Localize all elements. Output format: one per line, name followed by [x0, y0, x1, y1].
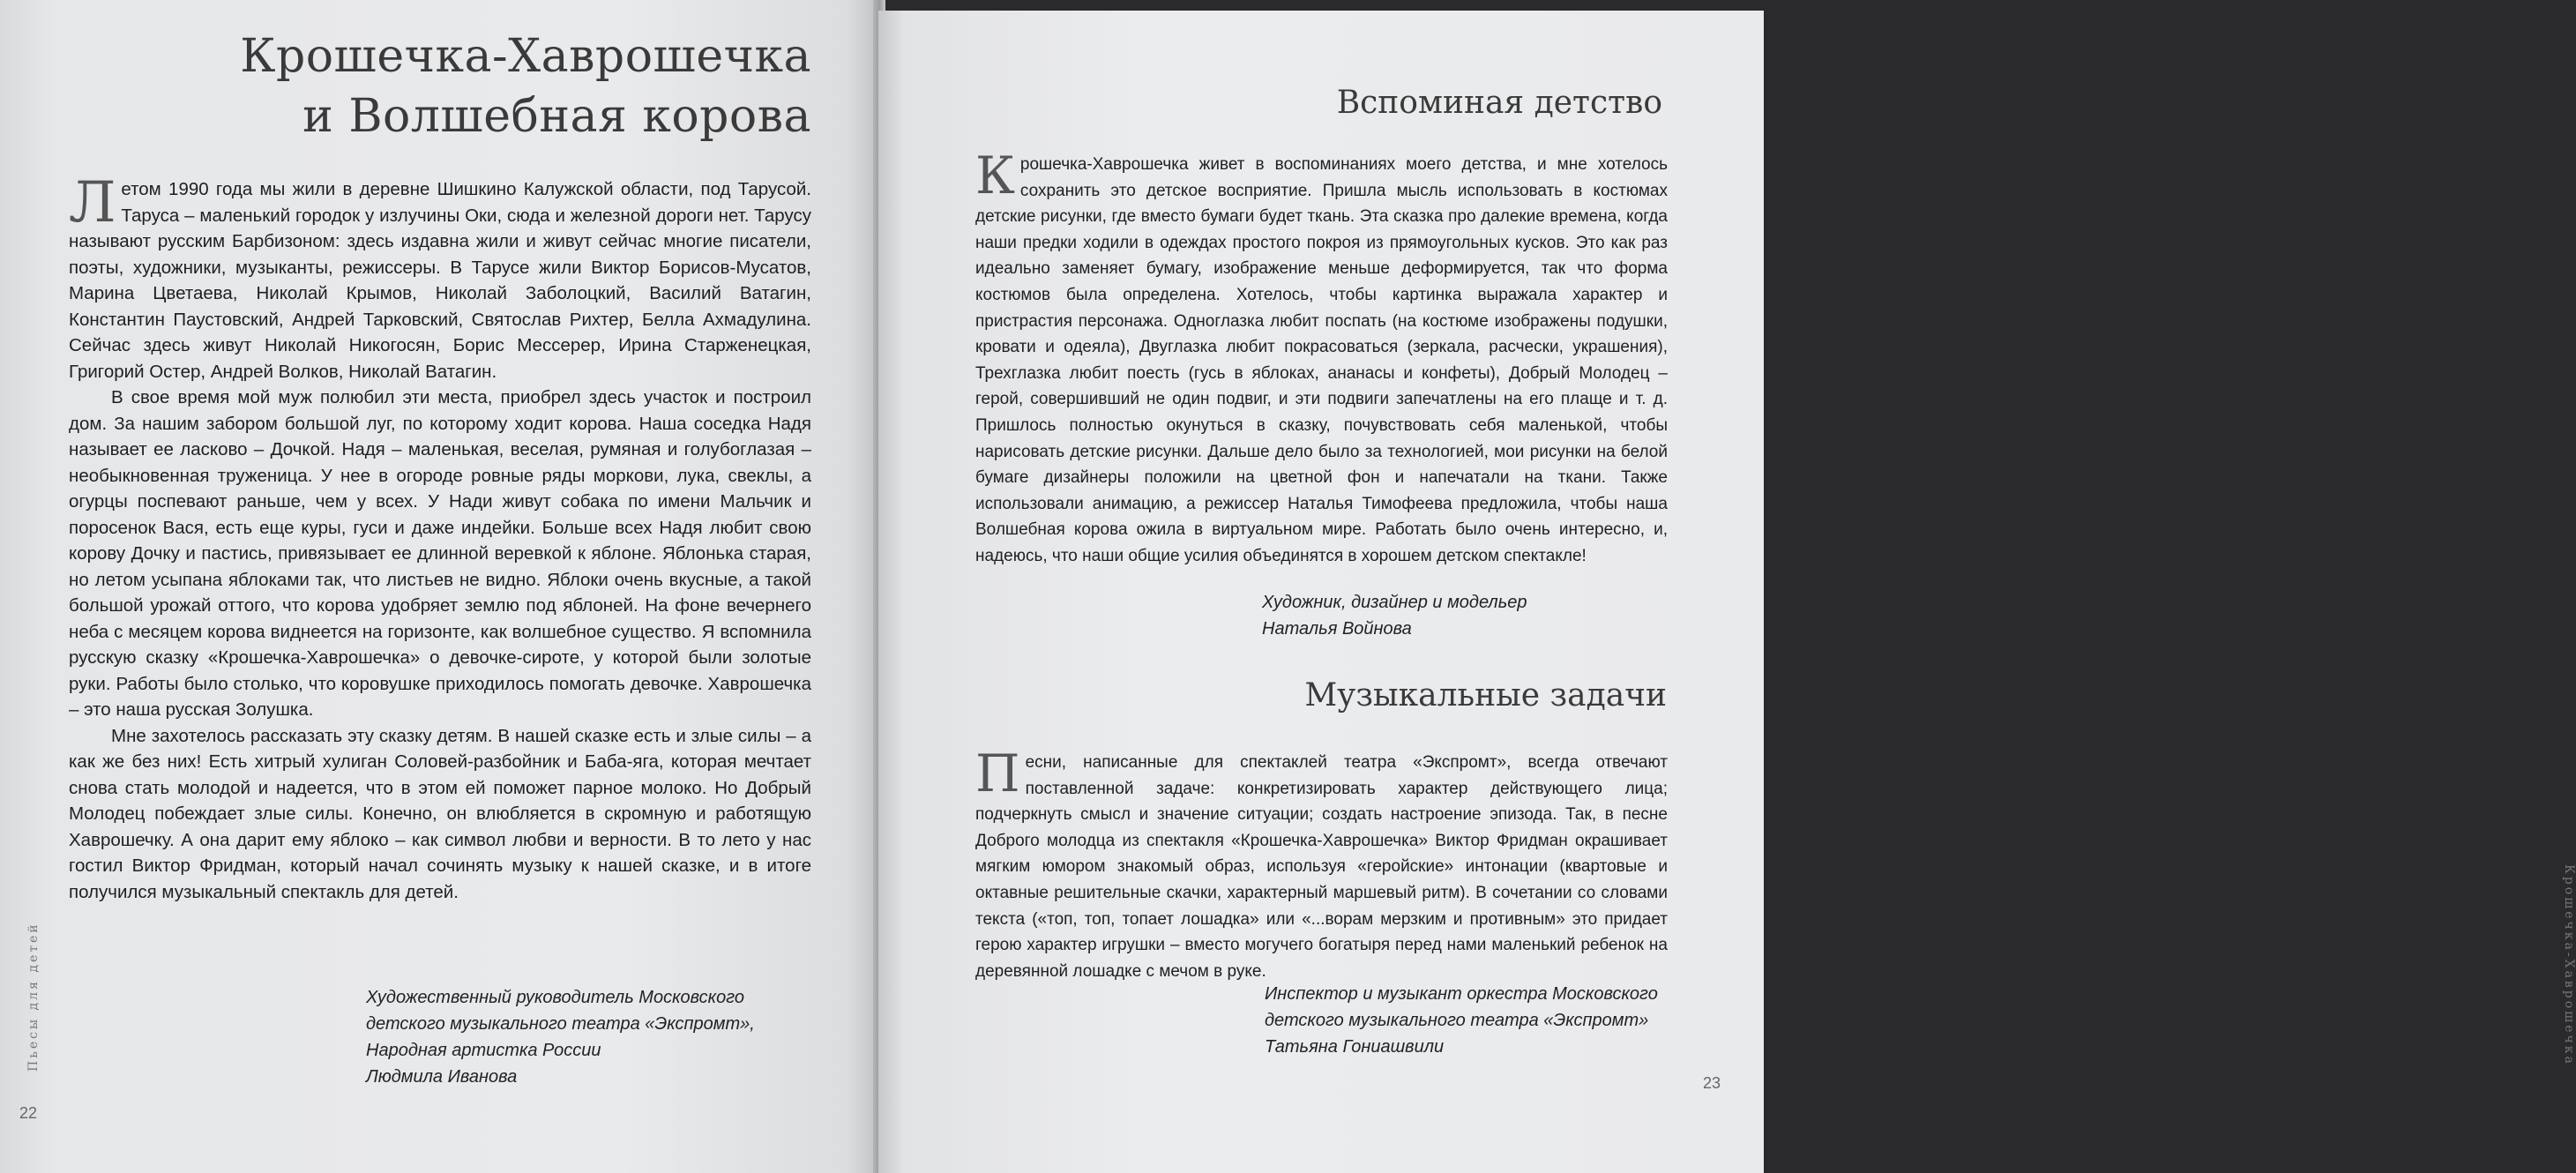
title-line-2: и Волшебная корова [302, 90, 811, 143]
signature-line: Художественный руководитель Московского [366, 988, 744, 1007]
section-title-music: Музыкальные задачи [1304, 677, 1667, 714]
section-text-music [975, 743, 1668, 984]
drop-cap: П [975, 743, 1020, 803]
left-paragraph-3: Мне захотелось рассказать эту сказку детям. В нашей сказке есть и злые силы – а как же без них! Есть хитрый хулиган Соловей-разбойник и Баба-яга, которая мечтает снова стать молодой и надеется, что в этом ей поможет парное молоко. Но Добрый Молодец побеждает злые силы. Конечно, он влюбляется в скромную и работящую Хаврошечку. А она дарит ему яблоко – как символ любви и верности. В то лето у нас гостил Виктор Фридман, который начал сочинять музыку к нашей сказке, и в итоге получился музыкальный спектакль для детей. [69, 725, 811, 902]
right-page [878, 11, 2576, 1173]
signature-name: Наталья Войнова [1262, 619, 1412, 639]
running-head-right: Крошечка-Хаврошечка [2562, 864, 2576, 1066]
signature-line: Народная артистка России [366, 1041, 601, 1060]
left-paragraph-1-text: етом 1990 года мы жили в деревне Шишкино Калужской области, под Тарусой. Таруса – маленький городок у излучины Оки, сюда и железной дороги нет. Тарусу называют русским Барбизоном: здесь издавна жили и живут сейчас многие писатели, поэты, художники, музыканты, режиссеры. В Тарусе жили Виктор Борисов-Мусатов, Марина Цветаева, Николай Крымов, Николай Заболоцкий, Василий Ватагин, Константин Паустовский, Андрей Тарковский, Святослав Рихтер, Белла Ахмадулина. Сейчас здесь живут Николай Никогосян, Борис Мессерер, Ирина Старженецкая, Григорий Остер, Андрей Волков, Николай Ватагин. [69, 179, 811, 382]
page-number-left: 22 [19, 1104, 38, 1122]
signature-line: детского музыкального театра «Экспромт», [366, 1014, 755, 1034]
section-text-childhood-body: рошечка-Хаврошечка живет в воспоминаниях моего детства, и мне хотелось сохранить это детское восприятие. Пришла мысль использовать в костюмах детские рисунки, где вместо бумаги будет ткань. Эта сказка про далекие времена, когда наши предки ходили в одеждах простого покроя из прямоугольных кусков. Это как раз идеально заменяет бумагу, изображение меньше деформируется, так что форма костюмов была определена. Хотелось, чтобы картинка выражала характер и пристрастия персонажа. Одноглазка любит поспать (на костюме изображены подушки, кровати и одеяла), Двуглазка любит покрасоваться (зеркала, расчески, украшения), Трехглазка любит поесть (гусь в яблоках, ананасы и конфеты), Добрый Молодец – герой, совершивший не один подвиг, и эти подвиги запечатлены на его плаще и т. д. Пришлось полностью окунуться в сказку, почувствовать себя маленькой, чтобы нарисовать детские рисунки. Дальше дело было за технологией, мои рисунки на белой бумаге дизайнеры положили на цветной фон и напечатали на ткани. Также использовали анимацию, а режиссер Наталья Тимофеева предложила, чтобы наша Волшебная корова ожила в виртуальном мире. Работать было очень интересно, и, надеюсь, что наши общие усилия объединятся в хорошем детском спектакле! [975, 155, 1668, 565]
left-paragraph-1 [69, 170, 811, 385]
section-text-childhood [975, 146, 1668, 570]
drop-cap: К [975, 146, 1015, 205]
title-line-1: Крошечка-Хаврошечка [240, 30, 811, 83]
section-title-childhood: Вспоминая детство [1336, 85, 1662, 121]
signature-name: Людмила Иванова [366, 1067, 518, 1087]
left-page [0, 0, 882, 1173]
music-signature [1265, 981, 1658, 1060]
childhood-signature [1262, 589, 1527, 642]
left-signature [366, 984, 755, 1090]
signature-name: Татьяна Гониашвили [1265, 1037, 1445, 1057]
running-head-left: Пьесы для детей [26, 922, 41, 1072]
signature-line: Художник, дизайнер и модельер [1262, 593, 1527, 612]
signature-line: детского музыкального театра «Экспромт» [1265, 1011, 1649, 1030]
page-title [240, 26, 811, 146]
drop-cap: Л [69, 170, 116, 235]
left-body-text [69, 170, 811, 905]
left-paragraph-2: В свое время мой муж полюбил эти места, приобрел здесь участок и построил дом. За нашим забором большой луг, по которому ходит корова. Наша соседка Надя называет ее ласково – Дочкой. Надя – маленькая, веселая, румяная и голубоглазая – необыкновенная труженица. У нее в огороде ровные ряды моркови, лука, свеклы, а огурцы поспевают раньше, чем у всех. У Нади живут собака по имени Мальчик и поросенок Вася, есть еще куры, гуси и даже индейки. Больше всех Надя любит свою корову Дочку и пастись, привязывает ее длинной веревкой к яблоне. Яблонька старая, но летом усыпана яблоками так, что листьев не видно. Яблоки очень вкусные, а такой большой урожай оттого, что корова удобряет землю под яблоней. На фоне вечернего неба с месяцем корова виднеется на горизонте, как волшебное существо. Я вспомнила русскую сказку «Крошечка-Хаврошечка» о девочке-сироте, у которой были золотые руки. Работы было столько, что коровушке приходилось помогать девочке. Хаврошечка – это наша русская Золушка. [69, 387, 811, 720]
signature-line: Инспектор и музыкант оркестра Московского [1265, 984, 1658, 1004]
page-number-right: 23 [1703, 1074, 1721, 1092]
section-text-music-body: есни, написанные для спектаклей театра «Экспромт», всегда отвечают поставленной задаче: конкретизировать характер действующего лица; подчеркнуть смысл и значение ситуации; создать настроение эпизода. Так, в песне Доброго молодца из спектакля «Крошечка-Хаврошечка» Виктор Фридман окрашивает мягким юмором знакомый образ, используя «геройские» интонации (квартовые и октавные решительные скачки, характерный маршевый ритм). В сочетании со словами текста («топ, топ, топает лошадка» или «...ворам мерзким и противным» это придает герою характер игрушки – вместо могучего богатыря перед нами маленький ребенок на деревянной лошадке с мечом в руке. [975, 753, 1668, 981]
